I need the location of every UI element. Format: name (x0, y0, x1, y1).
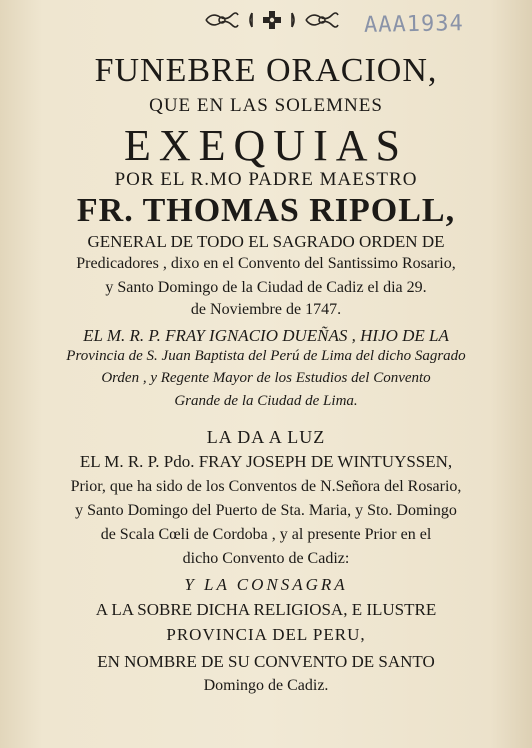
body-line-8: y Santo Domingo de la Ciudad de Cadiz el dia 29. (105, 279, 427, 296)
body-line-22: PROVINCIA DEL PERU, (166, 625, 366, 644)
body-line-18: de Scala Cœli de Cordoba , y al presente Prior en el (100, 526, 432, 543)
body-line-11: Provincia de S. Juan Baptista del Perú de Lima del dicho Sagrado (66, 348, 466, 364)
body-line-13: Grande de la Ciudad de Lima. (174, 393, 358, 409)
body-line-14: LA DA A LUZ (206, 427, 326, 447)
title-line-4: POR EL R.MO PADRE MAESTRO (114, 169, 418, 190)
body-line-12: Orden , y Regente Mayor de los Estudios del Convento (101, 370, 431, 386)
title-line-3: EXEQUIAS (124, 121, 408, 170)
body-line-23: EN NOMBRE DE SU CONVENTO DE SANTO (97, 652, 435, 671)
body-line-15: EL M. R. P. Pdo. FRAY JOSEPH DE WINTUYSSEN, (79, 452, 453, 471)
body-line-7: Predicadores , dixo en el Convento del Santissimo Rosario, (76, 255, 456, 272)
title-line-1: FUNEBRE ORACION, (94, 52, 438, 89)
library-stamp: AAA1934 (363, 11, 464, 38)
body-line-19: dicho Convento de Cadiz: (182, 550, 350, 567)
body-line-17: y Santo Domingo del Puerto de Sta. Maria, y Sto. Domingo (75, 502, 457, 519)
body-line-21: A LA SOBRE DICHA RELIGIOSA, E ILUSTRE (95, 600, 437, 619)
body-line-20: Y LA CONSAGRA (184, 575, 348, 594)
body-line-6: GENERAL DE TODO EL SAGRADO ORDEN DE (87, 232, 445, 251)
title-line-5: FR. THOMAS RIPOLL, (76, 192, 456, 229)
body-line-16: Prior, que ha sido de los Conventos de N.Señora del Rosario, (70, 478, 462, 495)
body-line-24: Domingo de Cadiz. (203, 677, 329, 694)
title-line-2: QUE EN LAS SOLEMNES (149, 95, 383, 116)
ornament-icon (202, 7, 342, 33)
body-line-9: de Noviembre de 1747. (190, 301, 342, 318)
body-line-10: EL M. R. P. FRAY IGNACIO DUEÑAS , HIJO DE LA (83, 326, 449, 345)
